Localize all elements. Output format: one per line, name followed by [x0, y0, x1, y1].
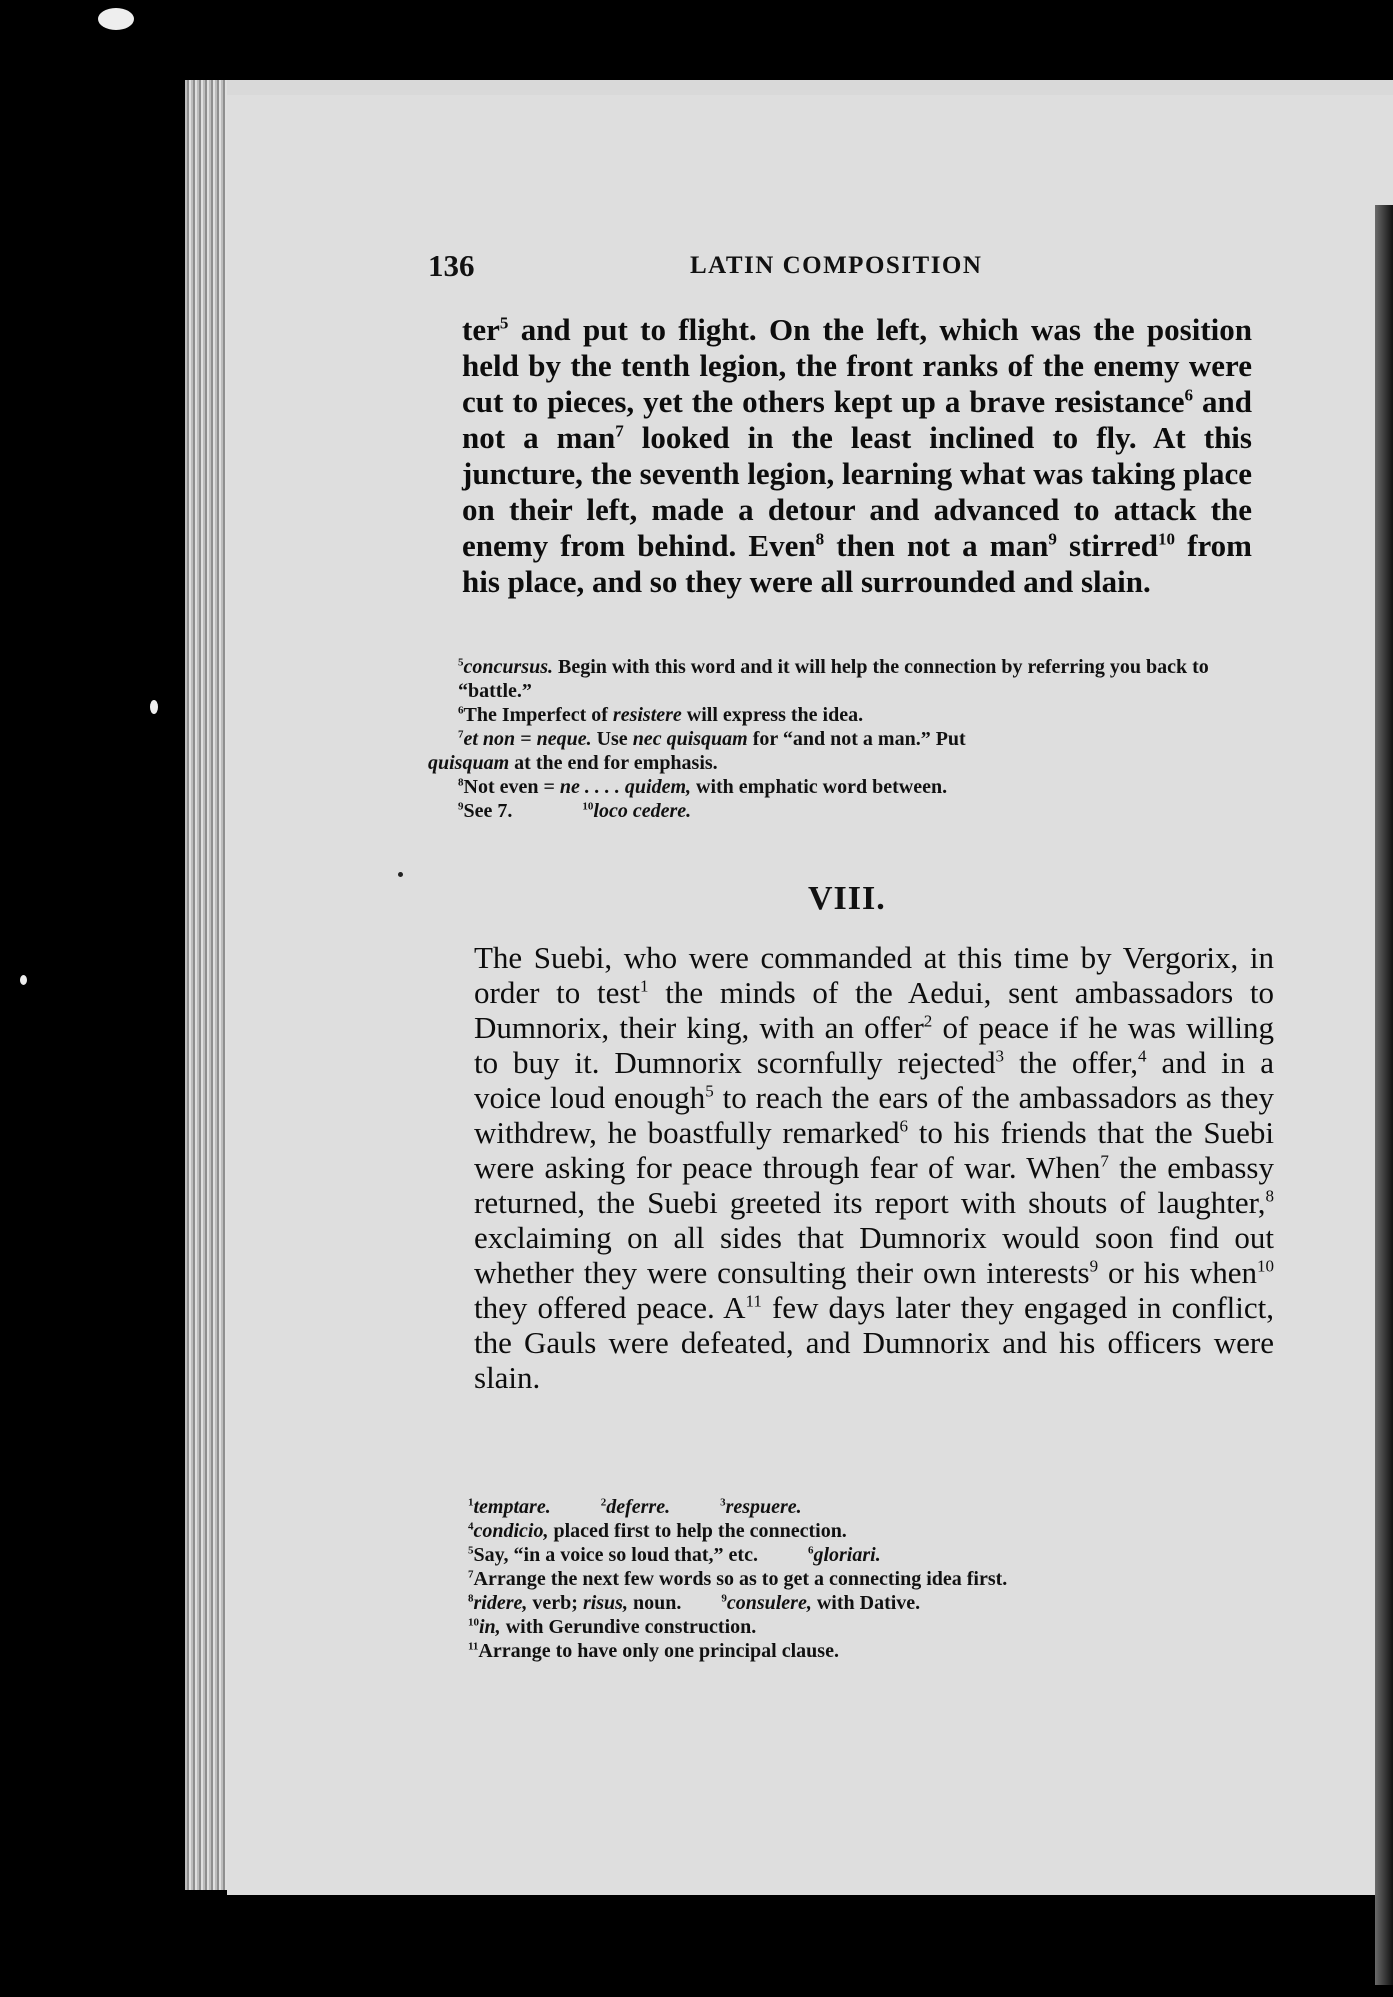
- text-run: and not a man: [462, 384, 1253, 455]
- passage-continued: [462, 312, 1252, 600]
- footnote-ref: 10: [1256, 1256, 1275, 1276]
- text-run: looked in the least inclined to fly. At this juncture, the seventh legion, learning what was taking place on their left, made a detour and advanced to attack the enemy from behind. Even: [462, 420, 1252, 563]
- text-run: exclaiming on all sides that Dumnorix would soon find out whether they were consulting their own interests: [474, 1220, 1274, 1290]
- passage-viii: [474, 940, 1274, 1395]
- footnote: [428, 775, 1268, 799]
- footnote-continuation: [428, 751, 1268, 775]
- footnote-text: Arrange the next few words so as to get a connecting idea first.: [473, 1568, 1008, 1590]
- latin-term: condicio,: [473, 1520, 549, 1542]
- latin-term: concursus.: [463, 656, 553, 678]
- footnote-text: will express the idea.: [681, 704, 864, 726]
- footnote: [428, 703, 1268, 727]
- footnote-marker: 11: [468, 1640, 479, 1653]
- latin-term: resistere: [612, 704, 682, 726]
- latin-term: risus,: [582, 1592, 628, 1614]
- footnote-marker: 4: [468, 1520, 474, 1533]
- text-run: then not a man: [824, 528, 1049, 563]
- latin-term: quisquam: [428, 752, 510, 774]
- footnote-marker: 7: [458, 728, 464, 741]
- page-header: [428, 248, 1003, 288]
- footnote-ref: 7: [1100, 1151, 1109, 1171]
- text-run: or his when: [1098, 1255, 1257, 1290]
- footnote-marker: 8: [458, 776, 464, 789]
- running-title: LATIN COMPOSITION: [690, 252, 983, 279]
- text-run: from his place, and so they were all surrounded and slain.: [462, 528, 1252, 599]
- latin-term: respuere.: [725, 1496, 802, 1518]
- text-run: ter: [462, 312, 500, 347]
- footnotes-section-1: [428, 655, 1268, 823]
- footnote-text: Begin with this word and it will help the connection by referring you back to “battle.”: [458, 656, 1209, 702]
- footnote: [428, 655, 1268, 703]
- footnote-ref: 7: [615, 421, 624, 441]
- latin-term: loco cedere.: [593, 800, 692, 822]
- scan-speck: [398, 872, 403, 877]
- footnote: [468, 1591, 1288, 1615]
- section-heading: VIII.: [808, 880, 886, 917]
- scan-speck: [98, 8, 134, 30]
- footnote-ref: 5: [499, 313, 509, 333]
- footnote-marker: 1: [468, 1496, 474, 1509]
- footnote-marker: 9: [458, 800, 464, 813]
- footnote-marker: 5: [458, 656, 464, 669]
- page-edges: [185, 80, 227, 1890]
- text-run: stirred: [1056, 528, 1158, 563]
- footnote: [468, 1615, 1288, 1639]
- text-run: the embassy returned, the Suebi greeted its report with shouts of laughter,: [474, 1150, 1274, 1220]
- footnote-ref: 9: [1089, 1256, 1099, 1276]
- footnote-text: Use: [591, 728, 633, 750]
- footnote-ref: 5: [705, 1081, 714, 1101]
- footnote-text: with emphatic word between.: [691, 776, 948, 798]
- footnote-ref: 6: [1184, 385, 1193, 405]
- latin-term: ne . . . . quidem,: [559, 776, 692, 798]
- latin-term: gloriari.: [813, 1544, 881, 1566]
- footnote-ref: 11: [745, 1291, 762, 1311]
- footnote: [468, 1543, 1288, 1567]
- footnote-text: with Dative.: [811, 1592, 921, 1614]
- latin-term: et non = neque.: [463, 728, 592, 750]
- footnote-marker: 8: [468, 1592, 474, 1605]
- scan-speck: [20, 975, 27, 985]
- footnote-text: Not even =: [463, 776, 560, 798]
- page-number: 136: [428, 248, 475, 283]
- footnote: [468, 1519, 1288, 1543]
- footnote: [468, 1567, 1288, 1591]
- text-run: to reach the ears of the ambassadors as they withdrew, he boastfully remarked: [474, 1080, 1274, 1150]
- footnote-marker: 7: [468, 1568, 474, 1581]
- footnote-marker: 6: [807, 1544, 814, 1557]
- footnote-marker: 10: [468, 1616, 479, 1629]
- footnote-marker: 5: [468, 1544, 474, 1557]
- latin-term: deferre.: [606, 1496, 671, 1518]
- footnote: [468, 1495, 1288, 1519]
- text-run: to his friends that the Suebi were asking for peace through fear of war. When: [474, 1115, 1274, 1185]
- text-run: few days later they engaged in conflict, the Gauls were defeated, and Dumnorix and his officers were slain.: [474, 1290, 1274, 1395]
- footnote-marker: 3: [720, 1496, 726, 1509]
- footnote-ref: 10: [1157, 529, 1175, 549]
- latin-term: consulere,: [726, 1592, 812, 1614]
- footnote-marker: 2: [600, 1496, 607, 1509]
- latin-term: nec quisquam: [632, 728, 748, 750]
- footnote-ref: 8: [1265, 1186, 1274, 1206]
- footnote-text: The Imperfect of: [463, 704, 613, 726]
- footnote-text: for “and not a man.” Put: [747, 728, 966, 750]
- footnote-ref: 8: [815, 529, 825, 549]
- scan-speck: [150, 700, 158, 714]
- footnotes-section-2: [468, 1495, 1288, 1663]
- footnote-text: verb;: [527, 1592, 583, 1614]
- text-run: The Suebi, who were commanded at this time by Vergorix, in order to test: [474, 940, 1274, 1010]
- text-run: the offer,: [1004, 1045, 1139, 1080]
- footnote-text: See 7.: [463, 800, 513, 822]
- footnote-marker: 6: [458, 704, 464, 717]
- footnote: [428, 727, 1268, 751]
- footnote-marker: 9: [721, 1592, 727, 1605]
- footnote-ref: 3: [995, 1046, 1005, 1066]
- footnote-text: Say, “in a voice so loud that,” etc.: [473, 1544, 758, 1566]
- text-run: the minds of the Aedui, sent ambassadors to Dumnorix, their king, with an offer: [474, 975, 1274, 1045]
- latin-term: in,: [479, 1616, 501, 1638]
- latin-term: ridere,: [473, 1592, 528, 1614]
- footnote-ref: 4: [1138, 1046, 1147, 1066]
- footnote-text: Arrange to have only one principal clause.: [478, 1640, 839, 1662]
- footnote-text: at the end for emphasis.: [509, 752, 718, 774]
- footnote-ref: 9: [1048, 529, 1057, 549]
- footnote-ref: 1: [640, 976, 649, 996]
- text-run: and in a voice loud enough: [474, 1045, 1274, 1115]
- footnote-text: noun.: [627, 1592, 682, 1614]
- footnote-ref: 6: [899, 1116, 908, 1136]
- footnote-ref: 2: [923, 1011, 933, 1031]
- footnote-marker: 10: [582, 800, 594, 813]
- latin-term: temptare.: [473, 1496, 551, 1518]
- footnote-text: placed first to help the connection.: [548, 1520, 847, 1542]
- text-run: of peace if he was willing to buy it. Dumnorix scornfully rejected: [474, 1010, 1274, 1080]
- page-shadow: [1375, 205, 1393, 1985]
- footnote: [428, 799, 1268, 823]
- text-run: and put to flight. On the left, which was the position held by the tenth legion, the front ranks of the enemy were cut to pieces, yet the others kept up a brave resistance: [462, 312, 1252, 419]
- text-run: they offered peace. A: [474, 1290, 746, 1325]
- footnote: [468, 1639, 1288, 1663]
- footnote-text: with Gerundive construction.: [500, 1616, 757, 1638]
